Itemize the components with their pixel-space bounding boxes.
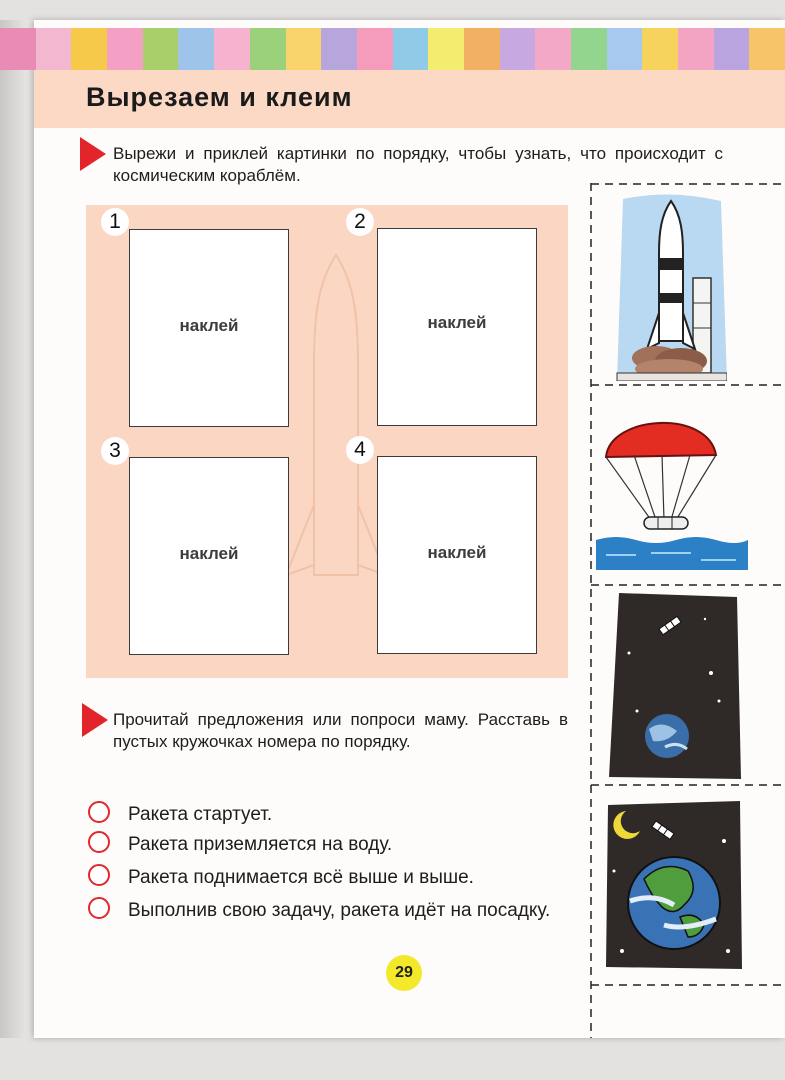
cutout-rocket-launch[interactable] xyxy=(611,193,727,386)
color-stripe xyxy=(286,28,322,70)
color-stripe xyxy=(36,28,72,70)
color-stripe xyxy=(678,28,714,70)
slot-number-3: 3 xyxy=(101,437,129,465)
color-stripe xyxy=(535,28,571,70)
color-stripe xyxy=(428,28,464,70)
instruction-ordering: Прочитай предложения или попроси маму. Расставь в пустых кружочках номера по порядку. xyxy=(113,710,568,751)
paste-slot-1[interactable] xyxy=(129,229,289,427)
color-stripe xyxy=(143,28,179,70)
color-stripe-band xyxy=(0,28,785,70)
cutout-earth-orbit[interactable] xyxy=(604,801,744,974)
answer-circle-input[interactable] xyxy=(88,801,110,823)
task-marker-icon xyxy=(80,137,106,171)
paste-slot-label: наклей xyxy=(179,544,239,563)
color-stripe xyxy=(0,28,36,70)
slot-number-1: 1 xyxy=(101,208,129,236)
rocket-launch-icon xyxy=(611,193,727,381)
color-stripe xyxy=(250,28,286,70)
paste-slot-label: наклей xyxy=(179,316,239,335)
paste-slot-4[interactable] xyxy=(377,456,537,654)
paste-slot-label: наклей xyxy=(427,543,487,562)
answer-circle-input[interactable] xyxy=(88,897,110,919)
color-stripe xyxy=(214,28,250,70)
color-stripe xyxy=(642,28,678,70)
answer-circle-input[interactable] xyxy=(88,864,110,886)
earth-orbit-icon xyxy=(604,801,744,969)
color-stripe xyxy=(71,28,107,70)
rocket-in-space-icon xyxy=(607,591,741,779)
page-binding xyxy=(0,20,36,1038)
color-stripe xyxy=(393,28,429,70)
color-stripe xyxy=(749,28,785,70)
answer-circle-input[interactable] xyxy=(88,831,110,853)
cutout-rocket-in-space[interactable] xyxy=(607,591,741,784)
color-stripe xyxy=(714,28,750,70)
paste-slot-2[interactable] xyxy=(377,228,537,426)
option-text: Ракета стартует. xyxy=(128,804,273,825)
instruction-cut-paste: Вырежи и приклей картинки по порядку, чтобы узнать, что происходит с космическим кораблём. xyxy=(113,144,723,185)
cutout-strip xyxy=(590,183,785,1038)
option-text: Выполнив свою задачу, ракета идёт на посадку. xyxy=(128,900,551,921)
page-number-badge: 29 xyxy=(386,955,422,991)
slot-number-4: 4 xyxy=(346,436,374,464)
option-text: Ракета приземляется на воду. xyxy=(128,834,393,855)
color-stripe xyxy=(500,28,536,70)
paste-slot-3[interactable] xyxy=(129,457,289,655)
color-stripe xyxy=(107,28,143,70)
slot-number-2: 2 xyxy=(346,208,374,236)
color-stripe xyxy=(357,28,393,70)
color-stripe xyxy=(321,28,357,70)
cutout-parachute-landing[interactable] xyxy=(596,405,748,575)
page-title: Вырезаем и клеим xyxy=(86,82,353,112)
color-stripe xyxy=(464,28,500,70)
color-stripe xyxy=(178,28,214,70)
parachute-landing-icon xyxy=(596,405,748,570)
color-stripe xyxy=(571,28,607,70)
color-stripe xyxy=(607,28,643,70)
option-text: Ракета поднимается всё выше и выше. xyxy=(128,867,474,888)
task-marker-icon xyxy=(82,703,108,737)
paste-slot-label: наклей xyxy=(427,313,487,332)
